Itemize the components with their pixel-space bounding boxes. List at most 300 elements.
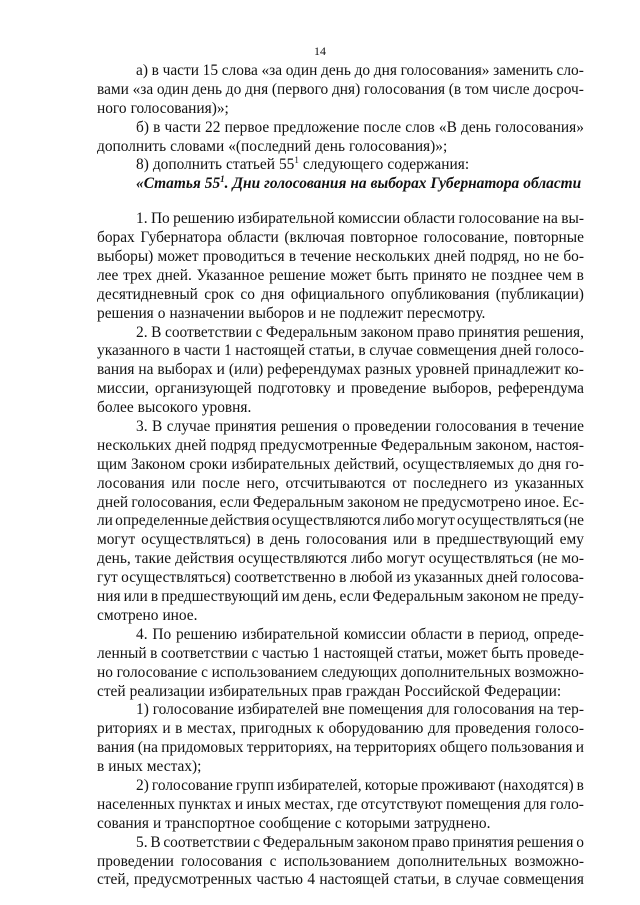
text-line	[97, 588, 584, 607]
word: от	[392, 474, 407, 492]
word: осуществляться	[457, 512, 562, 530]
word: подряд	[210, 436, 257, 454]
word: соответствии	[165, 323, 252, 341]
word: голо-	[549, 795, 584, 813]
word: в	[358, 342, 366, 360]
word: Законом	[130, 455, 186, 473]
text-line	[97, 248, 584, 267]
word: и	[162, 720, 171, 738]
word: пригодных	[240, 720, 312, 738]
word: референдума	[497, 380, 584, 398]
word: с	[334, 814, 342, 832]
word: риториях	[97, 720, 158, 738]
word: если	[219, 493, 250, 511]
word: «(последний	[228, 137, 312, 155]
word: «Статья	[136, 175, 201, 193]
word: день,	[302, 588, 337, 606]
word: (на	[137, 739, 158, 757]
word: на	[335, 739, 352, 757]
word: щим	[97, 455, 127, 473]
word: осуществляемых	[402, 455, 515, 473]
text-line	[97, 796, 584, 815]
word: настоящей	[319, 871, 390, 889]
word: сообщение	[258, 814, 331, 832]
word: из	[493, 474, 509, 492]
word: в	[150, 588, 159, 606]
word: и	[152, 814, 162, 832]
word: дополнительных	[397, 852, 508, 870]
word: может	[330, 266, 372, 284]
word: решения	[516, 833, 574, 851]
word: уровней	[415, 361, 470, 379]
text-line	[97, 871, 584, 890]
word: области	[403, 210, 456, 228]
word: решение	[269, 266, 326, 284]
word: Федеральным	[372, 588, 464, 606]
word: выборах	[157, 361, 213, 379]
word: 1	[223, 342, 232, 360]
word: избирательных	[208, 682, 308, 700]
word: после	[202, 474, 240, 492]
text-line	[97, 494, 584, 513]
word: дня	[373, 62, 397, 79]
word: Федеральным	[380, 436, 472, 454]
word: в	[423, 531, 431, 549]
word: совмещения	[503, 871, 584, 889]
word: б)	[136, 118, 149, 136]
word: не	[522, 588, 538, 606]
word: указанных	[413, 569, 484, 587]
word: иных	[246, 795, 282, 813]
text-line	[97, 267, 584, 286]
word: (не	[563, 512, 584, 530]
word: быть	[376, 266, 409, 284]
word: числе	[492, 80, 530, 98]
word: с	[269, 852, 277, 870]
text-line	[97, 62, 584, 81]
word: ему	[559, 531, 584, 549]
word: голосо-	[535, 342, 584, 360]
word: 2.	[136, 323, 148, 341]
word: день,	[97, 550, 131, 568]
word: том	[464, 80, 489, 98]
word: частью	[256, 871, 303, 889]
word: ния	[97, 588, 121, 606]
word: назначении	[169, 304, 245, 322]
word: первое	[224, 118, 270, 136]
word: вы-	[561, 210, 584, 228]
word: предшествующий	[436, 531, 554, 549]
word: предложение	[273, 118, 360, 136]
word: совмещения	[416, 342, 497, 360]
word: В	[152, 418, 163, 436]
word: осуществляться)	[121, 569, 231, 587]
word: стей	[97, 682, 126, 700]
word: день	[321, 62, 351, 79]
word: осуществляются	[271, 512, 381, 530]
word: организующей	[154, 380, 252, 398]
word: нескольких	[97, 436, 172, 454]
word: а)	[136, 62, 148, 79]
word: иное.	[524, 493, 560, 511]
word: помещения	[445, 795, 521, 813]
word: действия	[210, 512, 270, 530]
word: действия	[175, 550, 235, 568]
word: предусмотренных	[133, 871, 252, 889]
word: с	[255, 323, 263, 341]
word: подлежит	[339, 304, 403, 322]
word: в	[173, 342, 181, 360]
word: голосования)»;	[130, 99, 229, 117]
word: ли	[97, 512, 113, 530]
word: ленный	[97, 644, 147, 662]
word: голосование	[116, 663, 198, 681]
word: словами	[170, 137, 225, 155]
word: Губернатора	[140, 229, 222, 247]
word: законом	[347, 493, 400, 511]
word: не	[320, 304, 336, 322]
word: проведения	[454, 720, 531, 738]
word: принятия	[214, 418, 277, 436]
word: общего	[439, 739, 488, 757]
word: могут	[416, 512, 455, 530]
word: принято	[412, 266, 467, 284]
word: высокого	[137, 399, 198, 417]
word: дня)	[331, 80, 361, 98]
word: $55^1$.	[204, 174, 229, 193]
word: указанных	[514, 474, 584, 492]
word: позднее	[491, 266, 543, 284]
word: течение	[300, 248, 352, 266]
word: законом,	[475, 436, 533, 454]
word: избирательной	[237, 210, 335, 228]
word: дней	[486, 569, 518, 587]
word: частью	[262, 644, 309, 662]
word: 8)	[136, 156, 149, 174]
word: более	[97, 399, 134, 417]
word: дней.	[156, 266, 192, 284]
word: дней	[97, 493, 129, 511]
word: в	[576, 776, 584, 794]
word: миссии,	[97, 380, 149, 398]
word: может	[446, 644, 488, 662]
word: местах);	[146, 758, 202, 776]
text-line	[97, 664, 584, 683]
word: и	[575, 739, 584, 757]
word: в	[521, 418, 529, 436]
word: следующего	[302, 156, 384, 174]
word: с	[201, 663, 208, 681]
word: и	[308, 304, 317, 322]
word: использованием	[211, 663, 318, 681]
word: опреде-	[533, 625, 584, 643]
word: голосо-	[535, 720, 584, 738]
word: голосования	[435, 418, 517, 436]
word: могут	[386, 550, 425, 568]
word: гут	[97, 569, 118, 587]
word: такие	[134, 550, 172, 568]
word: оборудованию	[328, 720, 424, 738]
word: опубликования	[390, 285, 490, 303]
word: лосования	[97, 474, 165, 492]
text-line	[97, 815, 584, 834]
word: отсчитываются	[285, 474, 386, 492]
word: действий,	[334, 455, 399, 473]
word: решения,	[523, 323, 584, 341]
word: дней	[175, 436, 207, 454]
word: проведении	[97, 852, 174, 870]
word: дней	[434, 248, 466, 266]
word: соответственно	[234, 569, 336, 587]
word: день	[461, 118, 491, 136]
word: области	[410, 625, 463, 643]
word: области	[227, 229, 279, 247]
word: право	[412, 833, 450, 851]
word: сроки	[189, 455, 228, 473]
text-line	[97, 569, 584, 588]
text-line	[97, 100, 584, 119]
text-line	[97, 342, 584, 361]
word: в	[467, 625, 475, 643]
word: в	[151, 62, 159, 79]
word: (не	[537, 550, 558, 568]
word: избирателей	[237, 701, 319, 719]
word: в	[256, 531, 265, 549]
word: случае	[369, 342, 413, 360]
word: к	[316, 720, 324, 738]
word: Федеральным	[262, 833, 354, 851]
word: 1.	[136, 210, 148, 228]
word: период,	[479, 625, 530, 643]
word: осуществляются	[238, 550, 348, 568]
word: не	[403, 493, 419, 511]
word: По	[150, 210, 170, 228]
word: в	[576, 266, 584, 284]
word: выборов	[248, 304, 305, 322]
word: с	[253, 833, 260, 851]
word: Губернатора	[430, 175, 520, 193]
paragraph-gap	[97, 194, 584, 210]
word: подготовку	[257, 380, 331, 398]
word: где	[337, 795, 358, 813]
word: могут	[97, 531, 136, 549]
word: него,	[246, 474, 280, 492]
word: решения	[280, 418, 338, 436]
word: $55^1$	[278, 155, 299, 174]
word: уровня.	[201, 399, 252, 417]
word: до	[518, 455, 534, 473]
word: принадлежит	[473, 361, 561, 379]
word: 4	[307, 871, 316, 889]
text-line	[97, 853, 584, 872]
document-body	[97, 62, 584, 890]
word: предусмотрено	[421, 493, 522, 511]
word: случае	[455, 871, 500, 889]
article-heading	[97, 175, 584, 194]
text-line	[97, 286, 584, 305]
word: голосования	[264, 175, 347, 193]
word: борах	[97, 229, 135, 247]
word: голосование	[152, 701, 234, 719]
word: но	[523, 248, 540, 266]
word: (первого	[271, 80, 329, 98]
word: территориях	[354, 739, 437, 757]
word: Указанное	[196, 266, 265, 284]
word: в	[175, 720, 183, 738]
text-line	[97, 626, 584, 645]
word: тер-	[557, 701, 584, 719]
word: решения	[97, 304, 154, 322]
word: (или)	[228, 361, 264, 379]
word: прав	[311, 682, 342, 700]
word: выборов,	[432, 380, 492, 398]
word: групп	[235, 776, 274, 794]
word: 5.	[136, 833, 148, 851]
text-line	[97, 720, 584, 739]
word: придомовых	[161, 739, 244, 757]
word: им	[281, 588, 300, 606]
word: или	[123, 588, 148, 606]
word: на	[538, 701, 554, 719]
word: со	[240, 285, 255, 303]
word: вами	[97, 80, 129, 98]
word: день	[270, 531, 300, 549]
word: затруднено.	[414, 814, 491, 832]
word: отсутствуют	[360, 795, 443, 813]
word: в	[153, 118, 161, 136]
word: может	[157, 248, 199, 266]
word: голосования	[453, 701, 535, 719]
text-line	[97, 475, 584, 494]
word: которые	[364, 776, 418, 794]
text-line	[97, 210, 584, 229]
word: сло-	[556, 62, 584, 79]
text-line	[97, 399, 584, 418]
text-line	[97, 119, 584, 138]
word: статьи,	[393, 871, 440, 889]
word: законом	[360, 323, 414, 341]
text-line	[97, 531, 584, 550]
word: определенные	[115, 512, 209, 530]
word: в	[339, 569, 347, 587]
word: любой	[349, 569, 393, 587]
word: местах,	[186, 720, 237, 738]
word: голосования)»;	[348, 137, 448, 155]
word: решению	[175, 625, 238, 643]
word: использованием	[283, 852, 390, 870]
word: чем	[547, 266, 572, 284]
word: иное.	[162, 606, 198, 624]
word: в	[97, 758, 105, 776]
word: о	[157, 304, 166, 322]
word: «за	[261, 62, 283, 79]
word: проживают	[421, 776, 496, 794]
word: не	[544, 248, 560, 266]
word: пересмотру.	[406, 304, 486, 322]
word: осуществляться	[428, 550, 534, 568]
word: лее	[97, 266, 119, 284]
word: или	[393, 531, 418, 549]
text-line	[97, 81, 584, 100]
word: право	[417, 323, 455, 341]
word: возможно-	[514, 852, 584, 870]
text-line	[97, 777, 584, 796]
word: день	[192, 80, 223, 98]
word: «В	[438, 118, 457, 136]
word: настоящей	[235, 342, 306, 360]
word: случае	[166, 418, 211, 436]
word: статьи,	[308, 342, 355, 360]
word: голосова-	[521, 569, 584, 587]
text-line	[97, 437, 584, 456]
word: В	[151, 323, 162, 341]
word: пользования	[490, 739, 573, 757]
word: дополнить	[152, 156, 222, 174]
text-line	[97, 229, 584, 248]
word: голосования	[181, 852, 263, 870]
word: мо-	[561, 550, 584, 568]
text-line	[97, 645, 584, 664]
text-line	[97, 305, 584, 324]
word: голосования»	[400, 62, 490, 79]
word: избирателей,	[276, 776, 362, 794]
text-line	[97, 380, 584, 399]
text-line	[97, 607, 584, 626]
word: территориях,	[246, 739, 333, 757]
word: течение	[532, 418, 584, 436]
word: голосования»	[495, 118, 584, 136]
word: выборы)	[97, 248, 154, 266]
word: после	[363, 118, 402, 136]
word: которыми	[345, 814, 411, 832]
word: Федеральным	[266, 323, 358, 341]
word: либо	[351, 550, 383, 568]
word: пунктах	[178, 795, 232, 813]
word: Федеральным	[252, 493, 345, 511]
word: до	[354, 62, 371, 79]
word: стей,	[97, 871, 130, 889]
word: и	[216, 361, 225, 379]
word: для	[523, 795, 547, 813]
word: 1	[312, 644, 320, 662]
word: избирательной	[241, 625, 339, 643]
word: десятидневный	[97, 285, 198, 303]
word: быть	[491, 644, 524, 662]
word: части	[164, 118, 201, 136]
word: голосование,	[423, 229, 509, 247]
word: в	[150, 644, 158, 662]
word: заменить	[493, 62, 553, 79]
word: части	[162, 62, 199, 79]
word: один	[285, 62, 318, 79]
word: вания	[97, 361, 135, 379]
word: проведении	[354, 418, 432, 436]
word: слов	[405, 118, 435, 136]
word: вне	[322, 701, 345, 719]
word: бо-	[563, 248, 584, 266]
word: принятия	[458, 323, 520, 341]
word: о	[576, 833, 584, 851]
word: для	[426, 701, 450, 719]
word: возможно-	[514, 663, 584, 681]
word: законом	[466, 588, 520, 606]
text-line	[97, 361, 584, 380]
word: проводиться	[202, 248, 285, 266]
word: на	[138, 361, 154, 379]
word: дня	[245, 80, 269, 98]
word: области	[523, 175, 582, 193]
word: 4.	[136, 625, 148, 643]
